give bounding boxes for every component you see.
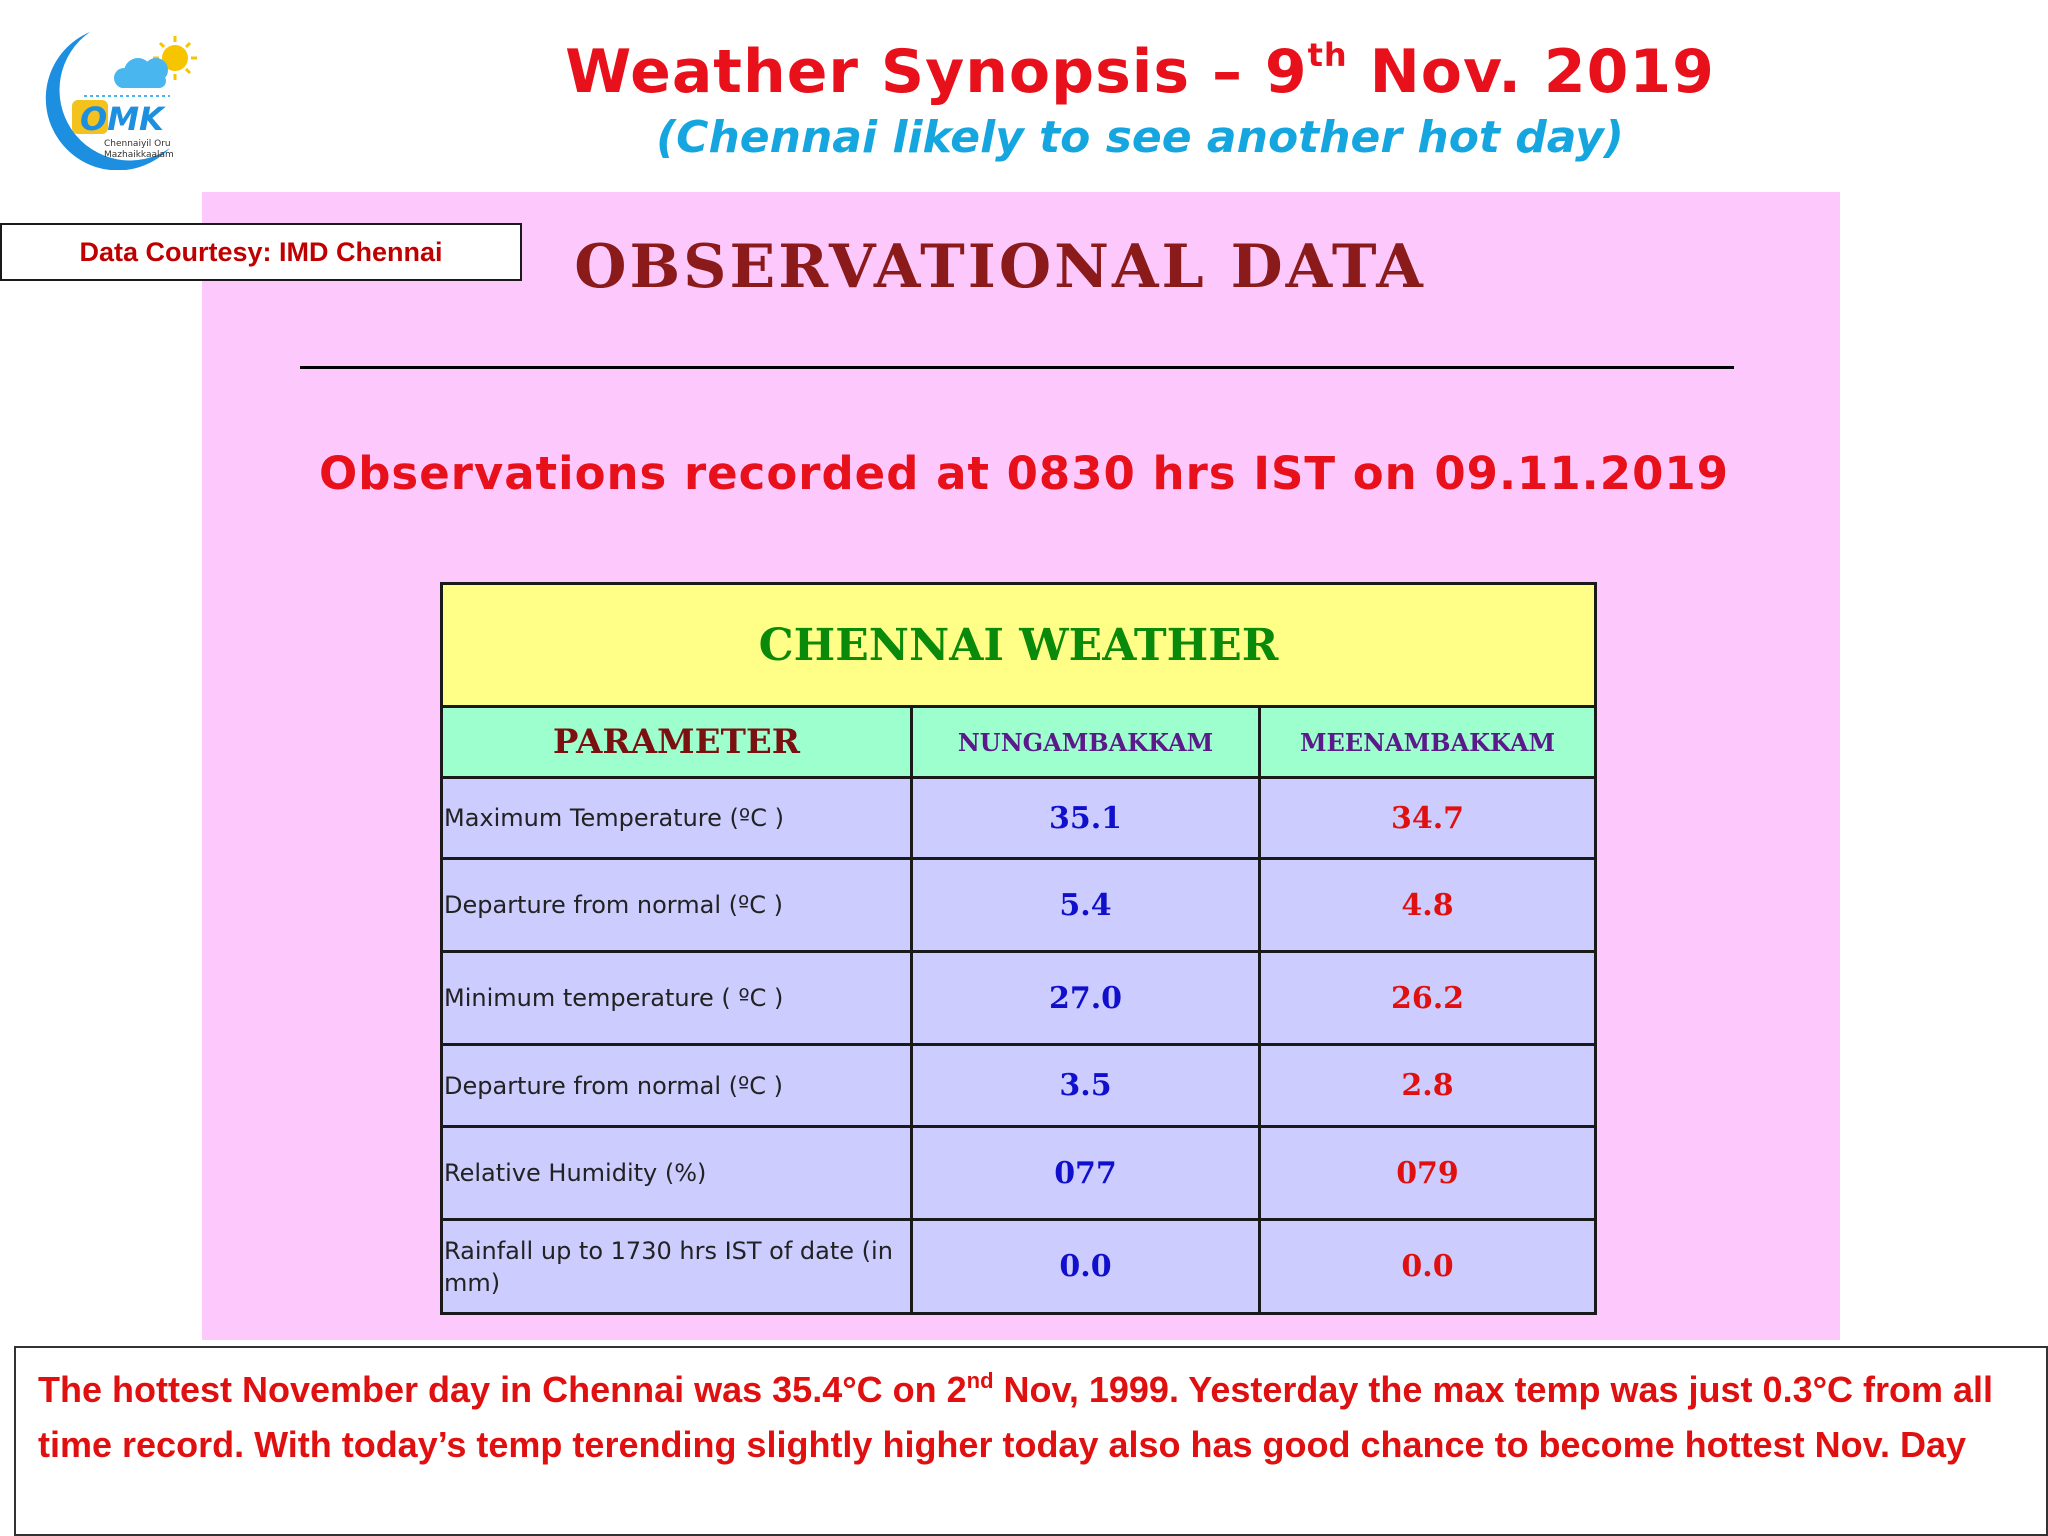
logo-tagline-1: Chennaiyil Oru (104, 139, 171, 149)
data-courtesy-box: Data Courtesy: IMD Chennai (0, 223, 522, 281)
table-row (442, 859, 1596, 952)
meenambakkam-value: 079 (1260, 1127, 1596, 1220)
param-cell: Departure from normal (ºC ) (442, 1045, 912, 1127)
meenambakkam-value: 2.8 (1260, 1045, 1596, 1127)
table-row (442, 952, 1596, 1045)
param-cell: Rainfall up to 1730 hrs IST of date (in mm) (442, 1220, 912, 1314)
title-after: Nov. 2019 (1347, 37, 1715, 107)
nungambakkam-value: 27.0 (912, 952, 1260, 1045)
chennai-weather-table (440, 582, 1597, 1315)
header-nungambakkam: NUNGAMBAKKAM (912, 707, 1260, 778)
logo-brand-text: OMK (80, 100, 164, 138)
logo-tagline-2: Mazhaikkaalam (104, 150, 174, 160)
nungambakkam-value: 35.1 (912, 778, 1260, 859)
table-caption: CHENNAI WEATHER (442, 584, 1596, 707)
observation-time: Observations recorded at 0830 hrs IST on 09.11.2019 (318, 447, 1730, 500)
note-part1: The hottest November day in Chennai was 35.4°C on 2 (38, 1369, 967, 1410)
table-row (442, 1220, 1596, 1314)
title-before: Weather Synopsis – 9 (565, 37, 1308, 107)
param-cell: Maximum Temperature (ºC ) (442, 778, 912, 859)
cloud-icon (114, 58, 168, 88)
page-title (520, 36, 1760, 108)
nungambakkam-value: 5.4 (912, 859, 1260, 952)
nungambakkam-value: 0.0 (912, 1220, 1260, 1314)
header-parameter: PARAMETER (442, 707, 912, 778)
heading-divider (300, 366, 1734, 369)
title-sup: th (1307, 36, 1348, 74)
param-cell: Departure from normal (ºC ) (442, 859, 912, 952)
note-part2: Nov, 1999. Yesterday the max temp was just 0.3°C from all time record. With today’s temp terending slightly higher today also has good chance to become hottest Nov. Day (38, 1369, 1994, 1465)
note-sup: nd (966, 1368, 994, 1393)
record-note (14, 1346, 2048, 1536)
observational-heading: OBSERVATIONAL DATA (574, 232, 1426, 302)
meenambakkam-value: 34.7 (1260, 778, 1596, 859)
omk-logo (20, 20, 210, 170)
table-row (442, 778, 1596, 859)
meenambakkam-value: 4.8 (1260, 859, 1596, 952)
header-meenambakkam: MEENAMBAKKAM (1260, 707, 1596, 778)
meenambakkam-value: 26.2 (1260, 952, 1596, 1045)
page-header (520, 36, 1760, 166)
param-cell: Minimum temperature ( ºC ) (442, 952, 912, 1045)
logo-graphic (20, 20, 210, 170)
page-subtitle: (Chennai likely to see another hot day) (656, 112, 1624, 163)
table-row (442, 1045, 1596, 1127)
nungambakkam-value: 3.5 (912, 1045, 1260, 1127)
meenambakkam-value: 0.0 (1260, 1220, 1596, 1314)
table-row (442, 1127, 1596, 1220)
param-cell: Relative Humidity (%) (442, 1127, 912, 1220)
nungambakkam-value: 077 (912, 1127, 1260, 1220)
